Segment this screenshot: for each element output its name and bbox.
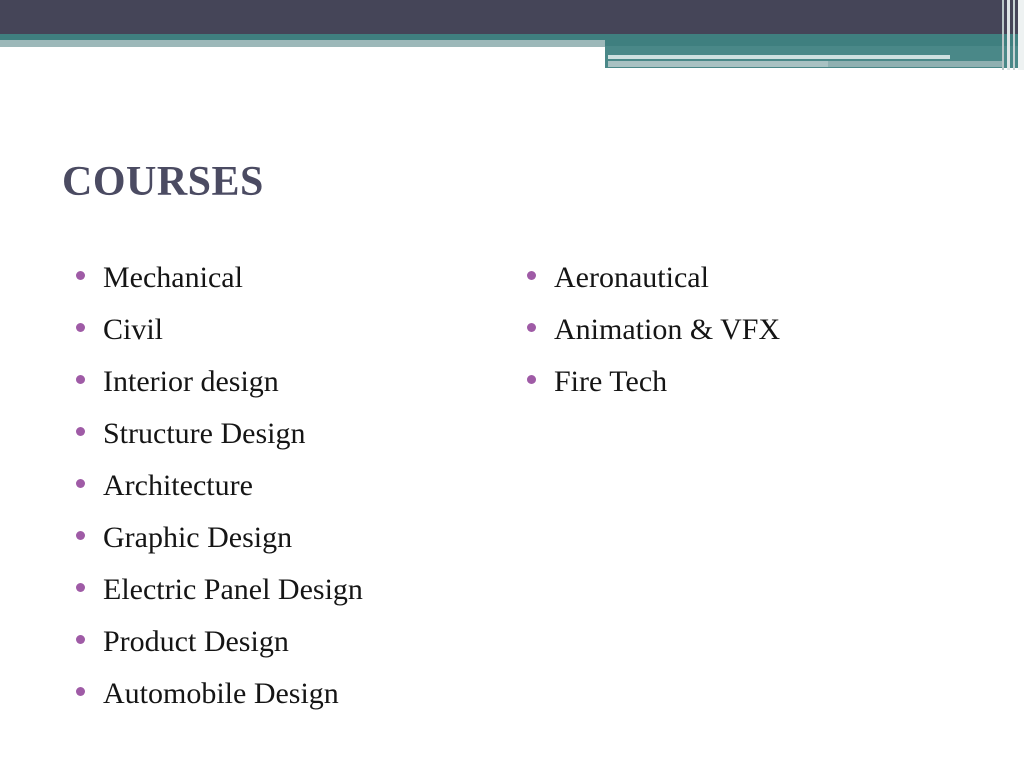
bullet-dot-icon	[76, 531, 85, 540]
course-list-item	[527, 356, 780, 408]
bullet-dot-icon	[527, 375, 536, 384]
header-dark-band	[0, 0, 1024, 34]
right-course-list	[527, 252, 780, 408]
course-name: Electric Panel Design	[103, 573, 363, 606]
bullet-dot-icon	[76, 583, 85, 592]
course-list-item	[76, 668, 363, 720]
bullet-dot-icon	[527, 271, 536, 280]
course-list-item	[76, 304, 363, 356]
course-list-item	[527, 304, 780, 356]
edge-bar	[1002, 0, 1004, 70]
course-list-item	[76, 408, 363, 460]
course-name: Interior design	[103, 365, 279, 398]
course-name: Mechanical	[103, 261, 243, 294]
bullet-dot-icon	[527, 323, 536, 332]
edge-bar	[1013, 0, 1015, 70]
bullet-dot-icon	[76, 635, 85, 644]
course-name: Graphic Design	[103, 521, 293, 554]
course-name: Fire Tech	[554, 365, 668, 398]
course-list-item	[76, 356, 363, 408]
course-name: Architecture	[103, 469, 253, 502]
edge-bar	[1007, 0, 1010, 70]
bullet-dot-icon	[76, 479, 85, 488]
course-list-item	[527, 252, 780, 304]
header-edge-bars	[996, 0, 1024, 70]
header-right-fade	[828, 61, 1004, 67]
slide-title: COURSES	[62, 159, 264, 205]
course-name: Structure Design	[103, 417, 306, 450]
bullet-dot-icon	[76, 271, 85, 280]
bullet-dot-icon	[76, 375, 85, 384]
bullet-dot-icon	[76, 687, 85, 696]
left-course-list	[76, 252, 363, 720]
header-white-line	[0, 47, 605, 49]
header-right-strip-bottom	[608, 61, 828, 67]
course-name: Civil	[103, 313, 164, 346]
course-list-item	[76, 252, 363, 304]
bullet-dot-icon	[76, 427, 85, 436]
course-list-item	[76, 564, 363, 616]
edge-bar	[1018, 0, 1024, 70]
course-list-item	[76, 616, 363, 668]
header-light-strip	[0, 40, 605, 47]
course-list-item	[76, 460, 363, 512]
header-right-strip-top	[608, 55, 950, 59]
course-name: Animation & VFX	[554, 313, 781, 346]
course-list-item	[76, 512, 363, 564]
bullet-dot-icon	[76, 323, 85, 332]
course-name: Aeronautical	[554, 261, 709, 294]
course-name: Product Design	[103, 625, 289, 658]
course-name: Automobile Design	[103, 677, 339, 710]
